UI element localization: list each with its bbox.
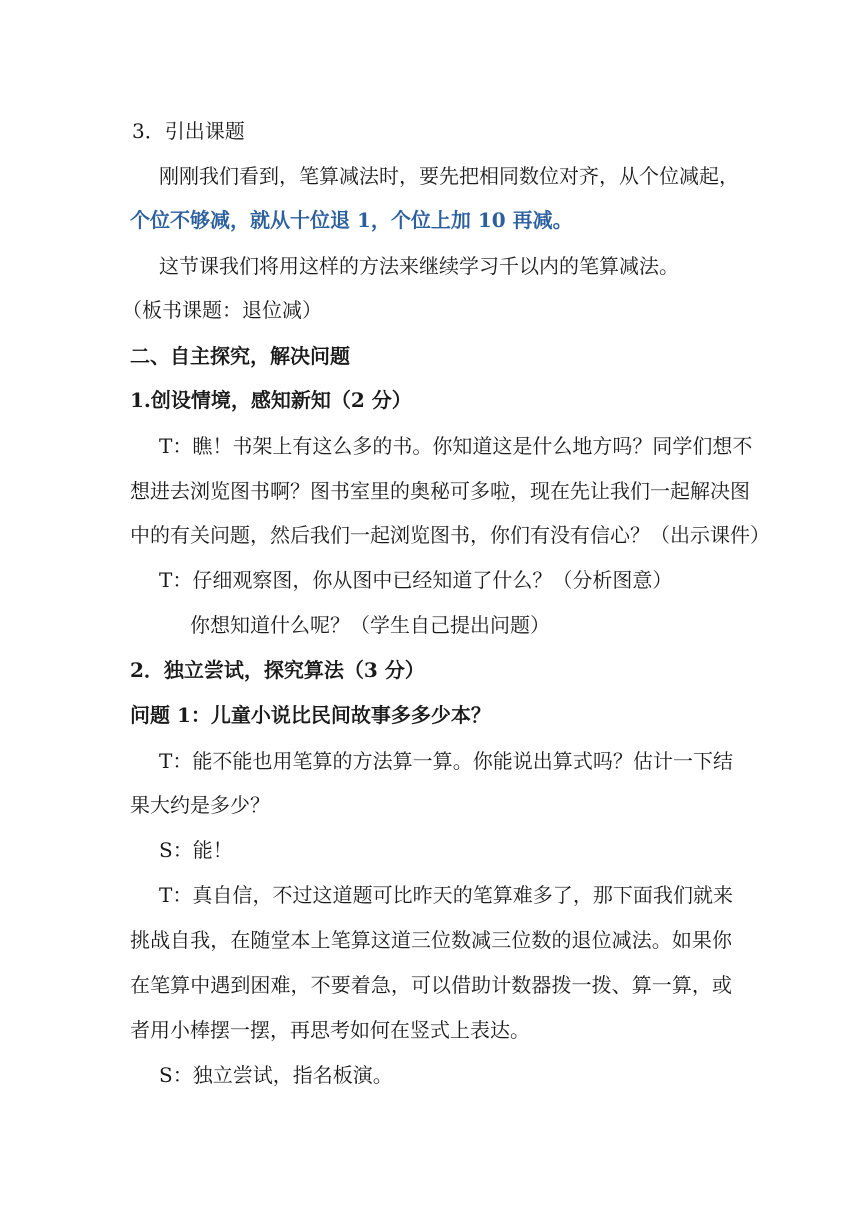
section-heading-lead-in: 3．引出课题 [132, 119, 245, 143]
board-note: （板书课题：退位减） [122, 298, 322, 322]
subsection-heading-scenario: 1.创设情境，感知新知（2 分） [130, 388, 412, 412]
paragraph-line: T：真自信，不过这道题可比昨天的笔算难多了，那下面我们就来 [159, 883, 733, 907]
paragraph-line: 你想知道什么呢？（学生自己提出问题） [190, 613, 550, 637]
paragraph-line: T：瞧！书架上有这么多的书。你知道这是什么地方吗？同学们想不 [159, 434, 753, 458]
paragraph-line: T：仔细观察图，你从图中已经知道了什么？（分析图意） [159, 568, 673, 592]
paragraph-line: T：能不能也用笔算的方法算一算。你能说出算式吗？估计一下结 [159, 749, 733, 773]
paragraph-line: 果大约是多少？ [130, 793, 270, 817]
highlighted-rule-text: 个位不够减，就从十位退 1，个位上加 10 再减。 [130, 208, 573, 232]
section-heading-explore: 二、自主探究，解决问题 [130, 344, 350, 368]
paragraph-line: 挑战自我，在随堂本上笔算这道三位数减三位数的退位减法。如果你 [130, 928, 732, 952]
question-heading: 问题 1：儿童小说比民间故事多多少本？ [130, 703, 491, 727]
paragraph-line: 刚刚我们看到，笔算减法时，要先把相同数位对齐，从个位减起， [159, 164, 739, 188]
paragraph-line: 者用小棒摆一摆，再思考如何在竖式上表达。 [130, 1018, 530, 1042]
paragraph-line: 想进去浏览图书啊？图书室里的奥秘可多啦，现在先让我们一起解决图 [130, 479, 750, 503]
subsection-heading-trial: 2．独立尝试，探究算法（3 分） [130, 658, 425, 682]
paragraph-line: 这节课我们将用这样的方法来继续学习千以内的笔算减法。 [159, 254, 679, 278]
paragraph-line: S：独立尝试，指名板演。 [159, 1063, 393, 1087]
paragraph-line: 中的有关问题，然后我们一起浏览图书，你们有没有信心？（出示课件） [130, 523, 770, 547]
paragraph-line: S：能！ [159, 838, 233, 862]
paragraph-line: 在笔算中遇到困难，不要着急，可以借助计数器拨一拨、算一算，或 [130, 973, 732, 997]
